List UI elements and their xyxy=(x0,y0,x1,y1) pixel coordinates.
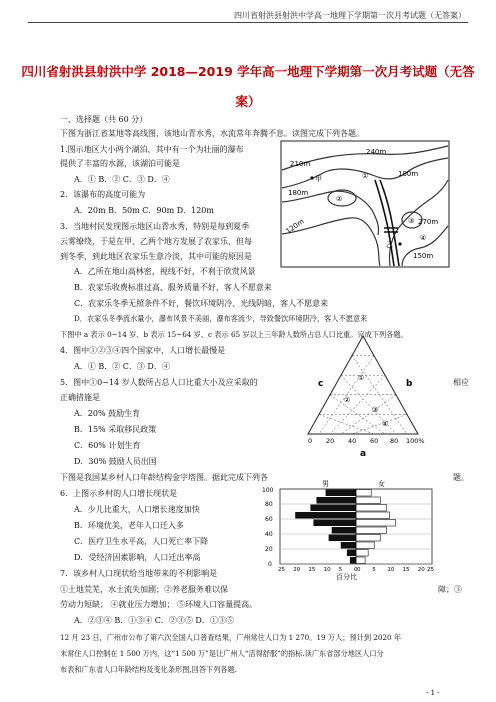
question-3-option-d: D．农家乐冬季流水量小，瀑布风景不美丽，瀑布客流少，导致餐饮环境阴冷，客人不愿意来 xyxy=(74,314,368,323)
male-label: 男 xyxy=(322,480,329,488)
country-point: ③ xyxy=(372,406,379,414)
lake-label: ② xyxy=(336,195,343,203)
female-bar xyxy=(356,550,368,557)
question-3-option-a: A．乙所在地山高林密，视线不好，不利于欣赏风景 xyxy=(74,267,256,276)
question-4-options: A．① B．② C．③ D．④ xyxy=(74,362,170,371)
question-7-line: 障；③ xyxy=(438,585,462,594)
male-bar xyxy=(350,557,356,564)
male-bar xyxy=(347,550,356,557)
x-tick-label: 5 xyxy=(338,567,343,573)
section-heading: 一、选择题（共 60 分） xyxy=(60,115,148,124)
question-2-stem: 2．该瀑布的高度可能为 xyxy=(60,190,146,199)
axis-label: c xyxy=(318,379,324,389)
question-5-stem: 5．图中①0~14 岁人数所占总人口比重大小及应采取的 xyxy=(60,378,258,387)
intro-paragraph: 下图为浙江省某地等高线图，该地山青水秀，水流常年奔腾不息。读图完成下列各题。 xyxy=(60,129,364,138)
female-bar xyxy=(356,542,374,549)
x-tick-label: 0 xyxy=(354,567,358,573)
tick-label: 80 xyxy=(390,437,399,445)
intro-paragraph: 下图中 a 表示 0~14 岁、b 表示 15~64 岁、c 表示 65 岁以上三年龄人数所占总人口比重。完成下列各题。 xyxy=(60,330,408,339)
paragraph: 末常住人口控制在 1 500 万内，这“1 500 万”是让广州人“活得舒服”的指标.读广东省部分地区人口分 xyxy=(60,649,384,658)
population-pyramid xyxy=(260,478,436,580)
tick-label: 20 xyxy=(326,437,335,445)
x-tick-label: 15 xyxy=(402,567,410,573)
y-tick-label: 40 xyxy=(265,531,273,538)
question-5-option-d: D．30% 鼓励人员出国 xyxy=(74,457,157,466)
male-bar xyxy=(313,520,356,527)
question-6-option-d: D．受经济因素影响，人口迁出率高 xyxy=(74,553,201,562)
question-3-stem: 到冬季，到此地区农家乐生意冷淡，其中可能的原因是 xyxy=(60,252,252,261)
country-point: ② xyxy=(344,396,351,404)
intro-paragraph: 题。 xyxy=(453,473,469,482)
question-1-stem: 提供了丰富的水源，该湖泊可能是 xyxy=(60,159,180,168)
x-tick-label: 20 xyxy=(293,567,301,573)
x-tick-label: 15 xyxy=(308,567,316,573)
question-5-option-c: C．60% 计划生育 xyxy=(74,441,141,450)
male-bar xyxy=(316,497,356,504)
y-tick-label: 0 xyxy=(268,561,272,568)
header-divider xyxy=(28,22,468,23)
place-marker xyxy=(310,176,313,179)
male-bar xyxy=(310,505,356,512)
question-1-options: A．① B．② C．③ D．④ xyxy=(74,175,170,184)
page-number: - 1 - xyxy=(426,689,440,697)
question-3-option-c: C．农家乐冬季无照条件不好，餐饮环境阴冷、光线阴暗，客人不愿意来 xyxy=(74,299,329,308)
x-tick-label: 25 xyxy=(427,567,434,573)
intro-paragraph: 下图是我国某乡村人口年龄结构金字塔图。据此完成下列各 xyxy=(60,473,268,482)
x-tick-label: 25 xyxy=(278,567,285,573)
female-label: 女 xyxy=(378,480,385,488)
question-6-option-a: A．少儿比重大，人口增长速度加快 xyxy=(74,505,200,514)
x-tick-label: 10 xyxy=(323,567,331,573)
exam-title-line1: 四川省射洪县射洪中学 2018—2019 学年高一地理下学期第一次月考试题（无答 xyxy=(21,64,475,79)
question-2-options: A．20m B．50m C．90m D．120m xyxy=(74,206,214,215)
country-point: ④ xyxy=(382,420,389,428)
question-5-stem: 相应 xyxy=(453,378,469,387)
female-bar xyxy=(356,505,386,512)
contour-label: 270m xyxy=(418,218,439,226)
question-7-options: A．②③④ B．①③④ C．②③⑤ D．①③⑤ xyxy=(74,616,234,625)
female-bar xyxy=(356,512,389,519)
x-tick-label: 5 xyxy=(372,567,376,573)
question-3-option-b: B．农家乐收费标准过高、服务质量不好，客人不愿意来 xyxy=(74,283,272,292)
exam-title-line2: 案） xyxy=(235,94,261,109)
tick-label: 60 xyxy=(370,437,379,445)
y-tick-label: 20 xyxy=(265,546,273,553)
place-label: 乙 xyxy=(386,241,393,249)
male-bar xyxy=(326,490,356,497)
country-point: ① xyxy=(358,374,365,382)
question-7-line: 劳动力短缺； ④就业压力增加； ⑤环境人口容量提高。 xyxy=(60,600,258,609)
x-tick-label: 20 xyxy=(417,567,425,573)
question-5-option-a: A．20% 鼓励生育 xyxy=(74,409,141,418)
y-tick-label: 100 xyxy=(262,487,274,494)
contour-map xyxy=(280,140,450,268)
y-tick-label: 60 xyxy=(265,516,273,523)
male-bar xyxy=(295,512,356,519)
lake-label: ① xyxy=(362,172,369,180)
lake-label: ③ xyxy=(408,217,415,225)
question-6-stem: 6．上图示乡村的人口增长现状是 xyxy=(60,489,178,498)
question-5-option-b: B．15% 采取移民政策 xyxy=(74,425,157,434)
female-bar xyxy=(356,535,380,542)
tick-label: 100% xyxy=(406,437,425,445)
ternary-diagram xyxy=(298,330,428,470)
tick-label: 40 xyxy=(348,437,357,445)
question-6-option-c: C．医疗卫生水平高，人口死亡率下降 xyxy=(74,537,209,546)
question-7-line: ①土地荒芜，水土流失加剧；②养老服务难以保 xyxy=(60,585,228,594)
paragraph: 布表和广东省人口年龄结构及变化条形图,回答下列各题. xyxy=(60,665,238,674)
question-6-option-b: B．环境优美，老年人口迁入多 xyxy=(74,521,184,530)
male-bar xyxy=(341,542,356,549)
paragraph: 12 月 23 日，广州市公布了第六次全国人口普查结果，广州常住人口为 1 270。19 万人；预计到 2020 年 xyxy=(60,633,402,642)
contour-label: 240m xyxy=(366,148,387,156)
lake-label: ④ xyxy=(420,234,427,242)
female-bar xyxy=(356,490,371,497)
question-3-stem: 云雾缭绕，于是在甲、乙两个地方发展了农家乐，但每 xyxy=(60,237,252,246)
contour-label: 120m xyxy=(284,217,306,236)
female-bar xyxy=(356,520,396,527)
contour-label: 180m xyxy=(288,189,309,197)
x-tick-label: 10 xyxy=(387,567,395,573)
male-bar xyxy=(332,527,356,534)
place-marker xyxy=(398,242,401,245)
axis-label: b xyxy=(406,379,413,389)
question-1-stem: 1.图示地区大小两个湖泊，其中有一个为壮丽的瀑布 xyxy=(60,145,244,154)
male-bar xyxy=(329,535,356,542)
x-tick-label: 0 xyxy=(357,567,361,573)
page-header: 四川省射洪县射洪中学高一地理下学期第一次月考试题（无答案） xyxy=(234,11,466,20)
axis-label: a xyxy=(360,449,367,459)
contour-label: 180m xyxy=(398,170,419,178)
x-axis-label: 百分比 xyxy=(336,573,357,580)
question-7-stem: 7．该乡村人口现状给当地带来的不利影响是 xyxy=(60,569,218,578)
female-bar xyxy=(356,527,386,534)
place-label: 甲 xyxy=(315,175,322,183)
question-3-stem: 3．当地村民发现图示地区山青水秀，特别是每到夏季 xyxy=(60,222,250,231)
contour-label: 210m xyxy=(290,160,311,168)
question-4-stem: 4．图中①②③④四个国家中，人口增长最慢是 xyxy=(60,346,226,355)
question-5-stem: 正确措施是 xyxy=(60,393,100,402)
contour-label: 150m xyxy=(413,252,434,260)
female-bar xyxy=(356,557,365,564)
female-bar xyxy=(356,497,380,504)
y-tick-label: 80 xyxy=(265,501,273,508)
tick-label: 0 xyxy=(308,437,313,445)
